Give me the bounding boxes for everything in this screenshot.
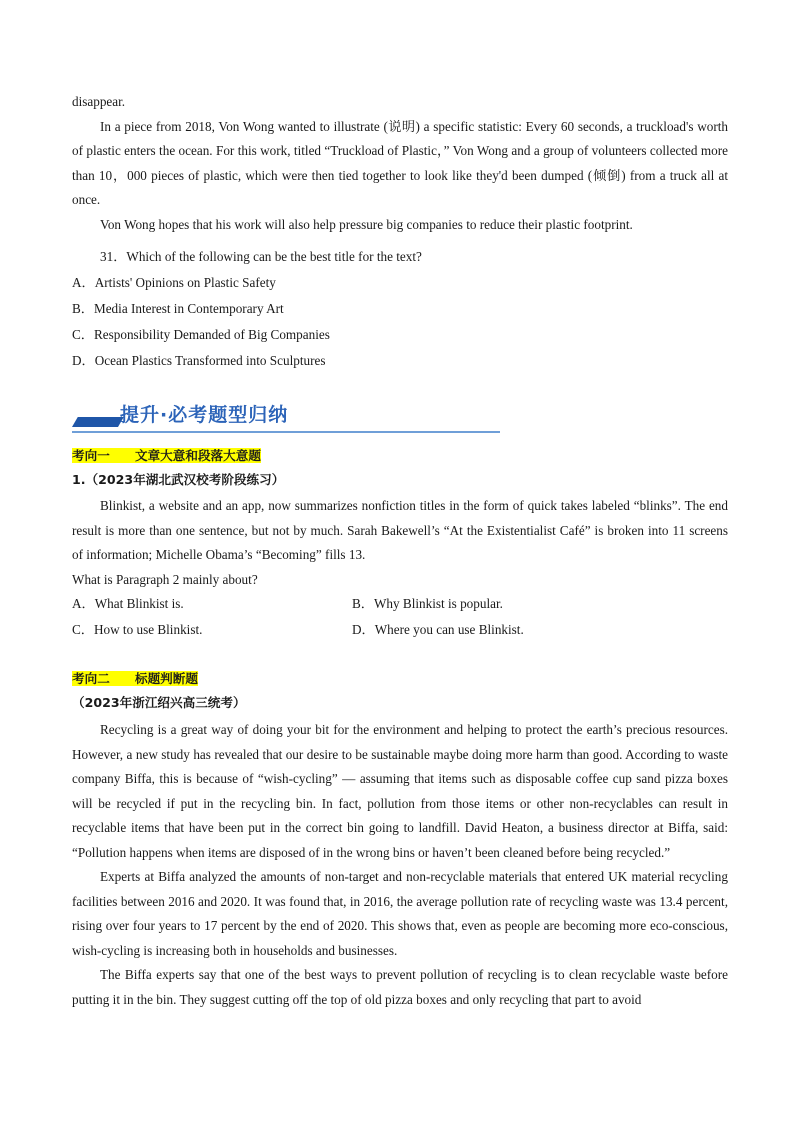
option-b: B．Media Interest in Contemporary Art — [72, 301, 284, 316]
question-stem: 31．Which of the following can be the best title for the text? — [100, 249, 422, 264]
option-b: B．Why Blinkist is popular. — [352, 596, 503, 611]
paragraph: disappear. — [72, 94, 126, 109]
option-c: C．How to use Blinkist. — [72, 622, 203, 637]
section-2-tag: 考向二 标题判断题 — [72, 671, 198, 686]
paragraph: Von Wong hopes that his work will also help pressure big companies to reduce their plastic footprint. — [100, 216, 633, 232]
section-2-tag-row — [72, 668, 198, 690]
option-d: D．Where you can use Blinkist. — [352, 622, 524, 637]
question-31 — [72, 244, 728, 374]
section-2-source: （2023年浙江绍兴高三统考） — [72, 695, 246, 710]
option-d: D．Ocean Plastics Transformed into Sculptures — [72, 353, 326, 368]
section-1-passage — [72, 494, 728, 592]
banner-underline — [72, 431, 500, 433]
section-1-source: 1.（2023年湖北武汉校考阶段练习） — [72, 472, 285, 487]
banner-title: 提升·必考题型归纳 — [120, 404, 289, 426]
section-1-tag: 考向一 文章大意和段落大意题 — [72, 448, 261, 463]
passage-continuation — [72, 90, 728, 237]
section-1-tag-row — [72, 445, 261, 467]
paragraph: The Biffa experts say that one of the best ways to prevent pollution of recycling is to clean recyclable waste before putting it in the bin. They suggest cutting off the top of old pizza boxes and only recycling that part to avoid — [72, 967, 728, 1007]
section-2-passage — [72, 718, 728, 1012]
paragraph: In a piece from 2018, Von Wong wanted to illustrate (说明) a specific statistic: Every 60 seconds, a truckload's worth of plastic enters the ocean. For this work, titled “Truckload of Plastic，” Von Wong and a group of volunteers collected more than 10，000 pieces of plastic, which were then tied together to look like they'd been dumped (倾倒) from a truck all at once. — [72, 118, 728, 207]
option-a: A．Artists' Opinions on Plastic Safety — [72, 275, 276, 290]
paragraph: Recycling is a great way of doing your bit for the environment and helping to protect the earth’s precious resources. However, a new study has revealed that our desire to be sustainable maybe doing more harm than good. According to waste company Biffa, this is because of “wish-cycling” — assuming that items such as disposable coffee cup sand pizza boxes will be recycled if put in the recycling bin. In fact, pollution from those items or other non-recyclables can result in recyclable items that have been put in the correct bin going to landfill. David Heaton, a business director at Biffa, said: “Pollution happens when items are disposed of in the wrong bins or haven’t been cleaned before being recycled.” — [72, 722, 728, 860]
question-stem: What is Paragraph 2 mainly about? — [72, 571, 258, 587]
paragraph: Experts at Biffa analyzed the amounts of non-target and non-recyclable materials that entered UK material recycling facilities between 2016 and 2020. It was found that, in 2016, the average pollution rate of recycling waste was 13.4 percent, rising over four years to 17 percent by the end of 2020. This shows that, even as people are becoming more eco-conscious, wish-cycling is increasing both in households and businesses. — [72, 869, 728, 958]
section-banner — [72, 400, 500, 436]
paragraph: Blinkist, a website and an app, now summarizes nonfiction titles in the form of quick takes labeled “blinks”. The end result is more than one sentence, but not by much. Sarah Bakewell’s “At the Existentialist Café” is broken into 11 screens of information; Michelle Obama’s “Becoming” fills 13. — [72, 498, 728, 562]
banner-accent-bar — [72, 417, 124, 427]
option-c: C．Responsibility Demanded of Big Companies — [72, 327, 330, 342]
section-1-options — [72, 591, 728, 643]
option-a: A．What Blinkist is. — [72, 596, 184, 611]
